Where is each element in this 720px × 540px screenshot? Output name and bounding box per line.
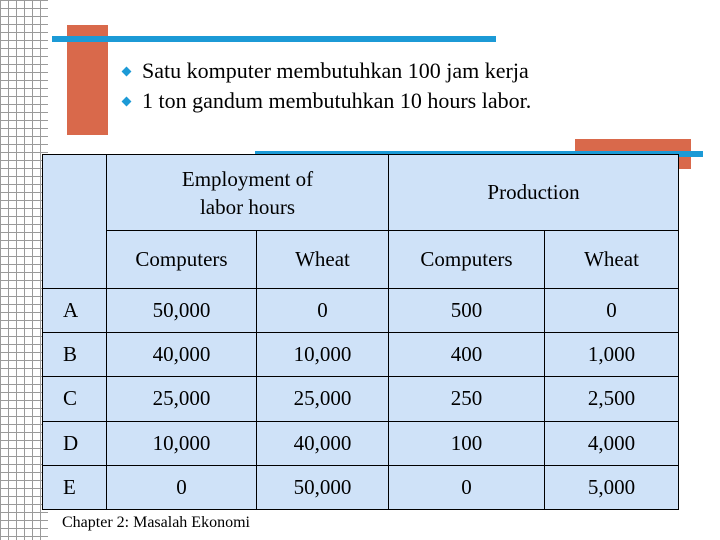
table-cell: 50,000	[107, 289, 257, 333]
production-header: Production	[389, 155, 679, 231]
row-label: B	[43, 333, 107, 377]
table-cell: 1,000	[545, 333, 679, 377]
employment-header: Employment of labor hours	[107, 155, 389, 231]
table-cell: 400	[389, 333, 545, 377]
corner-cell	[43, 155, 107, 289]
table-cell: 2,500	[545, 377, 679, 421]
table-cell: 25,000	[107, 377, 257, 421]
table-cell: 0	[545, 289, 679, 333]
table-row	[43, 377, 679, 421]
table-cell: 10,000	[107, 421, 257, 465]
slide-footer: Chapter 2: Masalah Ekonomi	[62, 514, 250, 531]
col-header-wheat: Wheat	[545, 231, 679, 289]
table-cell: 5,000	[545, 465, 679, 509]
table-cell: 50,000	[257, 465, 389, 509]
bullet-text: Satu komputer membutuhkan 100 jam kerja	[142, 58, 529, 83]
table-cell: 0	[257, 289, 389, 333]
table-cell: 10,000	[257, 333, 389, 377]
bullet-list	[120, 56, 680, 116]
bullet-item	[120, 86, 680, 116]
row-label: A	[43, 289, 107, 333]
table-cell: 40,000	[257, 421, 389, 465]
table-cell: 100	[389, 421, 545, 465]
bullet-item	[120, 56, 680, 86]
diamond-bullet-icon	[122, 96, 132, 106]
table-cell: 25,000	[257, 377, 389, 421]
grid-decoration	[0, 0, 48, 540]
table-cell: 250	[389, 377, 545, 421]
row-label: D	[43, 421, 107, 465]
table-cell: 40,000	[107, 333, 257, 377]
table-cell: 4,000	[545, 421, 679, 465]
employment-production-table	[42, 154, 678, 510]
diamond-bullet-icon	[122, 66, 132, 76]
col-header-computers: Computers	[389, 231, 545, 289]
table-row	[43, 333, 679, 377]
table-cell: 0	[389, 465, 545, 509]
row-label: C	[43, 377, 107, 421]
bullet-text: 1 ton gandum membutuhkan 10 hours labor.	[142, 88, 532, 113]
col-header-wheat: Wheat	[257, 231, 389, 289]
table-row	[43, 289, 679, 333]
col-header-computers: Computers	[107, 231, 257, 289]
table-row	[43, 465, 679, 509]
table-cell: 0	[107, 465, 257, 509]
table-row	[43, 421, 679, 465]
table-cell: 500	[389, 289, 545, 333]
row-label: E	[43, 465, 107, 509]
blue-accent-bar	[52, 36, 496, 42]
